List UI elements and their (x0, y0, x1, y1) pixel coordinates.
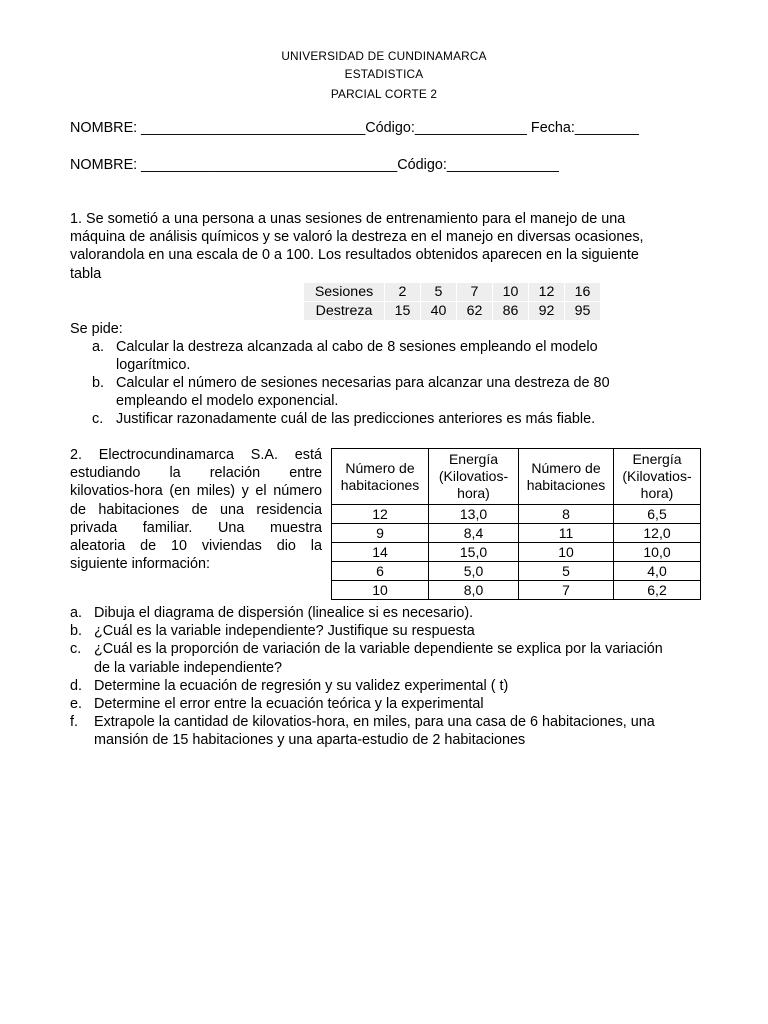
question-1-items (92, 338, 692, 428)
table-cell: 5 (421, 283, 457, 302)
header-line: (Kilovatios- (622, 468, 692, 484)
table-cell: 6 (332, 562, 429, 581)
list-item (70, 640, 710, 676)
row-label: Destreza (304, 302, 385, 321)
table-cell: 5 (519, 562, 614, 581)
table-cell: 8,4 (429, 524, 519, 543)
q2-line: de habitaciones de una residencia (70, 501, 322, 518)
header-line: habitaciones (340, 476, 420, 493)
item-line: ¿Cuál es la variable independiente? Justifique su respuesta (94, 623, 475, 640)
q2-line: estudiando la relación entre (70, 465, 322, 482)
table-cell: 86 (493, 302, 529, 321)
table-row (332, 524, 701, 543)
table-cell: 9 (332, 524, 429, 543)
row-label: Sesiones (304, 283, 385, 302)
table-cell: 2 (385, 283, 421, 302)
column-header (429, 449, 519, 505)
header-line: (Kilovatios- (438, 468, 509, 484)
q1-line: tabla (70, 265, 102, 282)
table-row (332, 505, 701, 524)
table-cell: 62 (457, 302, 493, 321)
table-cell: 12 (332, 505, 429, 524)
list-item (92, 338, 692, 374)
sessions-skill-table (303, 282, 601, 321)
university-title: UNIVERSIDAD DE CUNDINAMARCA (281, 49, 487, 63)
q2-line: kilovatios-hora (en miles) y el número (70, 483, 322, 500)
item-marker: d. (70, 677, 83, 694)
table-cell: 7 (519, 581, 614, 600)
table-cell: 14 (332, 543, 429, 562)
table-cell: 6,2 (614, 581, 701, 600)
table-cell: 12,0 (614, 524, 701, 543)
table-cell: 15 (385, 302, 421, 321)
item-marker: e. (70, 696, 83, 713)
q2-line: aleatoria de 10 viviendas dio la (70, 538, 322, 555)
list-item (92, 410, 692, 428)
name-code-date-line: NOMBRE: ____________________________Código:______________ Fecha:________ (70, 120, 639, 136)
item-marker: c. (92, 411, 104, 427)
rooms-energy-table (331, 448, 701, 600)
item-line: ¿Cuál es la proporción de variación de la variable dependiente se explica por la variación (94, 641, 663, 658)
item-line: empleando el modelo exponencial. (116, 393, 339, 409)
header-line: Energía (632, 451, 682, 467)
item-line: logarítmico. (116, 357, 191, 373)
table-cell: 40 (421, 302, 457, 321)
table-cell: 10 (332, 581, 429, 600)
item-line: mansión de 15 habitaciones y una aparta-estudio de 2 habitaciones (94, 732, 526, 749)
table-cell: 5,0 (429, 562, 519, 581)
name-code-line: NOMBRE: ________________________________Código:______________ (70, 157, 559, 173)
header-line: hora) (640, 485, 674, 501)
exam-title: PARCIAL CORTE 2 (330, 87, 438, 101)
table-row (332, 543, 701, 562)
list-item (70, 713, 710, 749)
item-marker: c. (70, 641, 82, 658)
item-line: Calcular la destreza alcanzada al cabo de 8 sesiones empleando el modelo (116, 339, 598, 355)
list-item (70, 677, 710, 695)
column-header (332, 449, 429, 505)
subject-title: ESTADISTICA (344, 67, 424, 81)
item-line: Dibuja el diagrama de dispersión (linealice si es necesario). (94, 605, 474, 621)
table-cell: 10 (519, 543, 614, 562)
list-item (70, 695, 710, 713)
item-marker: b. (92, 375, 105, 391)
header-line: hora) (457, 485, 490, 501)
table-header-row (332, 449, 701, 505)
column-header (614, 449, 701, 505)
q1-line: 1. Se sometió a una persona a unas sesiones de entrenamiento para el manejo de una (70, 211, 626, 227)
question-2-items (70, 604, 710, 750)
list-item (70, 622, 710, 640)
table-cell: 95 (565, 302, 601, 321)
item-marker: a. (70, 605, 83, 621)
table-row (304, 283, 601, 302)
table-cell: 11 (519, 524, 614, 543)
item-marker: a. (92, 339, 105, 355)
q1-line: valorandola en una escala de 0 a 100. Los resultados obtenidos aparecen en la siguiente (70, 247, 639, 264)
item-line: Determine el error entre la ecuación teórica y la experimental (94, 696, 484, 713)
question-1-text (70, 210, 670, 283)
header-line: Energía (448, 451, 499, 467)
table-row (332, 562, 701, 581)
item-line: de la variable independiente? (94, 659, 283, 676)
q2-line: privada familiar. Una muestra (70, 519, 322, 536)
q1-line: máquina de análisis químicos y se valoró la destreza en el manejo en diversas ocasiones, (70, 229, 644, 246)
table-cell: 92 (529, 302, 565, 321)
item-line: Extrapole la cantidad de kilovatios-hora, en miles, para una casa de 6 habitaciones, una (94, 714, 655, 731)
q2-line: siguiente información: (70, 556, 210, 573)
header-line: Número de (345, 459, 415, 476)
table-cell: 10 (493, 283, 529, 302)
item-line: Justificar razonadamente cuál de las predicciones anteriores es más fiable. (116, 411, 596, 427)
table-row (304, 302, 601, 321)
table-cell: 10,0 (614, 543, 701, 562)
header-line: habitaciones (526, 476, 606, 493)
list-item (70, 604, 710, 622)
table-cell: 4,0 (614, 562, 701, 581)
table-cell: 15,0 (429, 543, 519, 562)
item-line: Calcular el número de sesiones necesarias para alcanzar una destreza de 80 (116, 375, 610, 391)
table-cell: 13,0 (429, 505, 519, 524)
list-item (92, 374, 692, 410)
table-cell: 6,5 (614, 505, 701, 524)
se-pide-label: Se pide: (70, 321, 123, 337)
q2-line: 2. Electrocundinamarca S.A. está (70, 447, 322, 463)
table-cell: 12 (529, 283, 565, 302)
table-cell: 16 (565, 283, 601, 302)
item-marker: f. (70, 714, 78, 731)
table-cell: 8 (519, 505, 614, 524)
question-2-text (70, 446, 322, 573)
item-line: Determine la ecuación de regresión y su validez experimental ( t) (94, 677, 509, 694)
column-header (519, 449, 614, 505)
table-row (332, 581, 701, 600)
item-marker: b. (70, 623, 83, 640)
table-cell: 7 (457, 283, 493, 302)
header-line: Número de (531, 459, 601, 476)
table-cell: 8,0 (429, 581, 519, 600)
